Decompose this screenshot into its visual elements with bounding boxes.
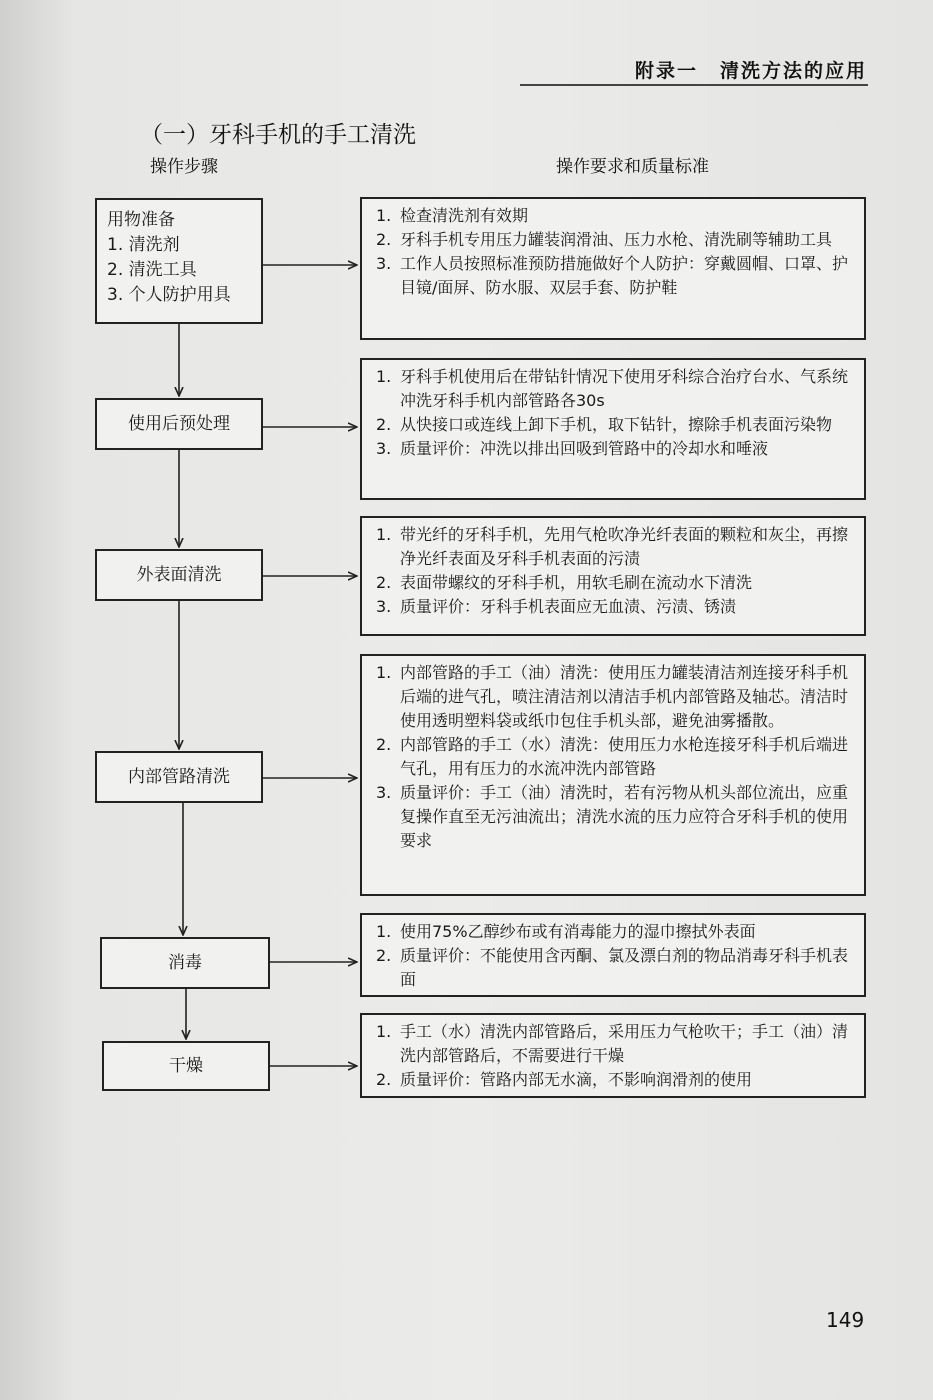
header-appendix: 附录一 — [634, 60, 698, 82]
detail-item: 3. 质量评价：手工（油）清洗时，若有污物从机头部位流出，应重复操作直至无污油流出；清洗水流的压力应符合牙科手机的使用要求 — [376, 783, 849, 850]
step-box-internal-cleaning — [95, 751, 263, 803]
detail-box-drying — [360, 1013, 866, 1098]
detail-box-pretreatment — [360, 358, 866, 500]
step-box-pretreatment — [95, 398, 263, 450]
step-title: 内部管路清洗 — [128, 766, 230, 787]
step-title: 消毒 — [168, 952, 202, 973]
header-chapter: 清洗方法的应用 — [719, 60, 867, 82]
step-list-item: 1. 清洗剂 — [107, 235, 180, 255]
detail-item: 3. 工作人员按照标准预防措施做好个人防护：穿戴圆帽、口罩、护目镜/面屏、防水服、双层手套、防护鞋 — [376, 254, 849, 297]
running-header — [635, 56, 867, 83]
detail-item: 1. 内部管路的手工（油）清洗：使用压力罐装清洁剂连接牙科手机后端的进气孔，喷注清洁剂以清洁手机内部管路及轴芯。清洁时使用透明塑料袋或纸巾包住手机头部，避免油雾播散。 — [376, 663, 849, 730]
page-number: 149 — [826, 1308, 865, 1332]
step-box-preparation — [95, 198, 263, 324]
detail-item: 1. 带光纤的牙科手机，先用气枪吹净光纤表面的颗粒和灰尘，再擦净光纤表面及牙科手机表面的污渍 — [376, 525, 849, 568]
detail-item: 3. 质量评价：牙科手机表面应无血渍、污渍、锈渍 — [376, 597, 737, 616]
detail-item: 2. 牙科手机专用压力罐装润滑油、压力水枪、清洗刷等辅助工具 — [376, 230, 833, 249]
detail-item: 1. 手工（水）清洗内部管路后，采用压力气枪吹干；手工（油）清洗内部管路后，不需要进行干燥 — [376, 1022, 849, 1065]
detail-item: 1. 使用75%乙醇纱布或有消毒能力的湿巾擦拭外表面 — [376, 922, 756, 941]
step-title: 干燥 — [169, 1055, 203, 1076]
step-title: 用物准备 — [107, 210, 175, 230]
detail-box-internal-cleaning — [360, 654, 866, 896]
column-heading-steps: 操作步骤 — [150, 157, 218, 177]
detail-box-disinfection — [360, 913, 866, 997]
detail-box-preparation — [360, 197, 866, 340]
step-box-disinfection — [100, 937, 270, 989]
detail-item: 2. 表面带螺纹的牙科手机，用软毛刷在流动水下清洗 — [376, 573, 753, 592]
detail-item: 3. 质量评价：冲洗以排出回吸到管路中的冷却水和唾液 — [376, 439, 769, 458]
column-heading-requirements: 操作要求和质量标准 — [556, 157, 709, 177]
step-title: 使用后预处理 — [128, 413, 230, 434]
detail-box-surface-cleaning — [360, 516, 866, 636]
detail-item: 1. 牙科手机使用后在带钻针情况下使用牙科综合治疗台水、气系统冲洗牙科手机内部管路各30s — [376, 367, 849, 410]
step-list-item: 3. 个人防护用具 — [107, 285, 231, 305]
detail-item: 2. 质量评价：管路内部无水滴，不影响润滑剂的使用 — [376, 1070, 753, 1089]
detail-item: 2. 内部管路的手工（水）清洗：使用压力水枪连接牙科手机后端进气孔，用有压力的水流冲洗内部管路 — [376, 735, 849, 778]
step-box-drying — [102, 1041, 270, 1091]
step-box-surface-cleaning — [95, 549, 263, 601]
step-title: 外表面清洗 — [136, 564, 222, 585]
step-list-item: 2. 清洗工具 — [107, 260, 197, 280]
header-rule — [520, 84, 868, 86]
detail-item: 2. 质量评价：不能使用含丙酮、氯及漂白剂的物品消毒牙科手机表面 — [376, 946, 849, 989]
detail-item: 2. 从快接口或连线上卸下手机，取下钻针，擦除手机表面污染物 — [376, 415, 833, 434]
section-title: （一）牙科手机的手工清洗 — [140, 122, 416, 148]
detail-item: 1. 检查清洗剂有效期 — [376, 206, 529, 225]
